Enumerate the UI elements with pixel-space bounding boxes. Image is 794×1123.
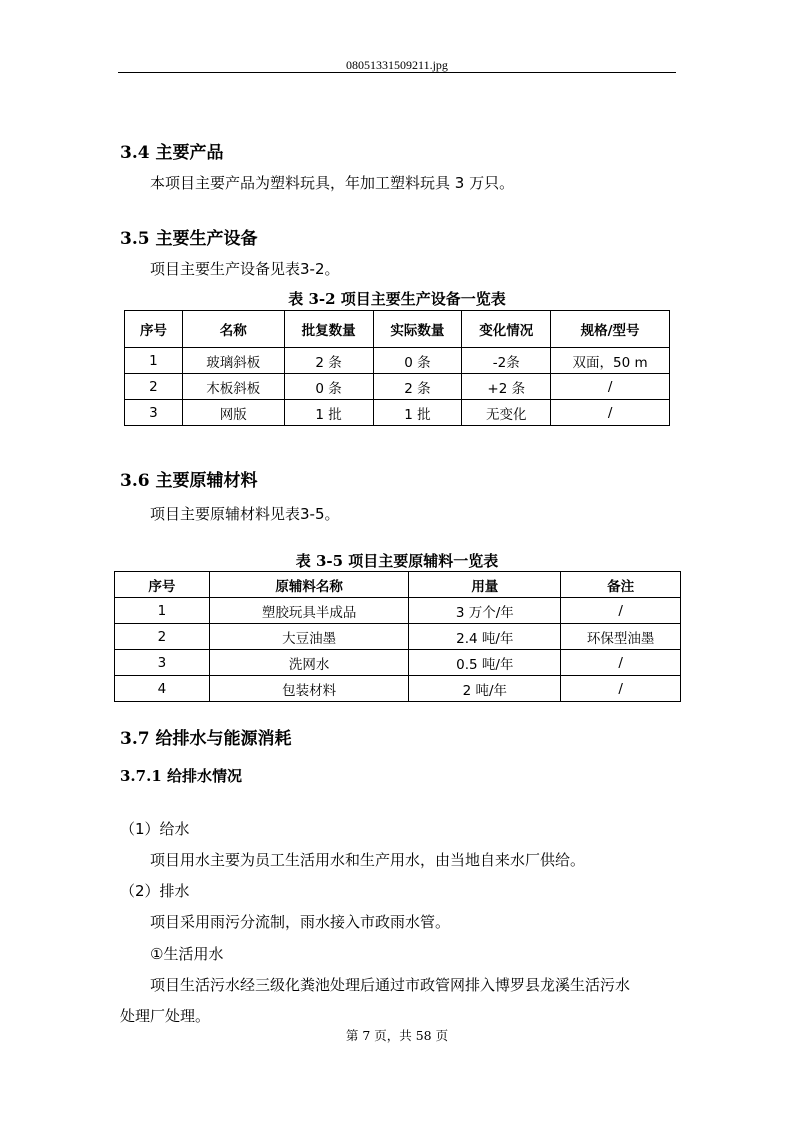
table-cell: 0 条 bbox=[284, 374, 373, 400]
table-cell: 木板斜板 bbox=[182, 374, 284, 400]
table-row bbox=[115, 598, 681, 624]
table-cell: / bbox=[551, 374, 670, 400]
table-row bbox=[115, 676, 681, 702]
table-cell: 1 bbox=[115, 598, 210, 624]
domestic-water-body-line1: 项目生活污水经三级化粪池处理后通过市政管网排入博罗县龙溪生活污水 bbox=[150, 976, 631, 994]
table-cell: +2 条 bbox=[462, 374, 551, 400]
section-3-5-body: 项目主要生产设备见表3-2。 bbox=[150, 260, 340, 278]
table-cell: 大豆油墨 bbox=[209, 624, 409, 650]
section-3-6-title: 3.6 主要原辅材料 bbox=[120, 471, 258, 491]
table-cell: 4 bbox=[115, 676, 210, 702]
table-row bbox=[115, 650, 681, 676]
table-cell: / bbox=[561, 598, 681, 624]
table-cell: 3 万个/年 bbox=[409, 598, 561, 624]
table-header-cell: 名称 bbox=[182, 311, 284, 348]
table-cell: 2 bbox=[125, 374, 183, 400]
table-cell: 网版 bbox=[182, 400, 284, 426]
table-header-cell: 规格/型号 bbox=[551, 311, 670, 348]
table-cell: 0 条 bbox=[373, 348, 462, 374]
table-cell: 2 吨/年 bbox=[409, 676, 561, 702]
section-3-6-body: 项目主要原辅材料见表3-5。 bbox=[150, 505, 340, 523]
table-header-row bbox=[125, 311, 670, 348]
table-header-cell: 原辅料名称 bbox=[209, 572, 409, 598]
table-header-cell: 用量 bbox=[409, 572, 561, 598]
table-cell: 1 批 bbox=[284, 400, 373, 426]
section-3-7-1-title: 3.7.1 给排水情况 bbox=[120, 767, 242, 785]
table-3-5-caption: 表 3-5 项目主要原辅料一览表 bbox=[295, 552, 499, 570]
table-cell: 3 bbox=[115, 650, 210, 676]
table-cell: 塑胶玩具半成品 bbox=[209, 598, 409, 624]
table-cell: -2条 bbox=[462, 348, 551, 374]
table-header-row bbox=[115, 572, 681, 598]
table-3-5 bbox=[114, 571, 681, 702]
domestic-water-body-line2: 处理厂处理。 bbox=[120, 1007, 211, 1025]
section-3-5-title: 3.5 主要生产设备 bbox=[120, 229, 258, 249]
table-cell: 玻璃斜板 bbox=[182, 348, 284, 374]
table-cell: 1 bbox=[125, 348, 183, 374]
table-cell: / bbox=[561, 650, 681, 676]
table-cell: 1 批 bbox=[373, 400, 462, 426]
table-header-cell: 变化情况 bbox=[462, 311, 551, 348]
table-header-cell: 序号 bbox=[115, 572, 210, 598]
section-3-4-body: 本项目主要产品为塑料玩具，年加工塑料玩具 3 万只。 bbox=[150, 174, 515, 192]
table-cell: 0.5 吨/年 bbox=[409, 650, 561, 676]
table-cell: 2.4 吨/年 bbox=[409, 624, 561, 650]
table-cell: 洗网水 bbox=[209, 650, 409, 676]
domestic-water-heading: ①生活用水 bbox=[150, 945, 224, 963]
water-supply-body: 项目用水主要为员工生活用水和生产用水，由当地自来水厂供给。 bbox=[150, 851, 586, 869]
table-header-cell: 批复数量 bbox=[284, 311, 373, 348]
table-cell: 2 条 bbox=[373, 374, 462, 400]
table-header-cell: 实际数量 bbox=[373, 311, 462, 348]
table-cell: 2 bbox=[115, 624, 210, 650]
page-header-filename: 08051331509211.jpg bbox=[346, 58, 448, 72]
table-row bbox=[125, 348, 670, 374]
table-row bbox=[125, 374, 670, 400]
page-footer: 第 7 页，共 58 页 bbox=[345, 1028, 449, 1043]
table-header-cell: 序号 bbox=[125, 311, 183, 348]
table-3-2 bbox=[124, 310, 670, 426]
table-cell: 环保型油墨 bbox=[561, 624, 681, 650]
table-row bbox=[125, 400, 670, 426]
drainage-heading: （2）排水 bbox=[120, 882, 190, 900]
header-rule bbox=[118, 72, 676, 73]
table-cell: 3 bbox=[125, 400, 183, 426]
table-cell: 无变化 bbox=[462, 400, 551, 426]
table-cell: 2 条 bbox=[284, 348, 373, 374]
table-cell: 双面，50 m bbox=[551, 348, 670, 374]
drainage-body: 项目采用雨污分流制，雨水接入市政雨水管。 bbox=[150, 913, 451, 931]
section-3-4-title: 3.4 主要产品 bbox=[120, 143, 224, 163]
section-3-7-title: 3.7 给排水与能源消耗 bbox=[120, 729, 292, 749]
water-supply-heading: （1）给水 bbox=[120, 820, 190, 838]
table-cell: 包装材料 bbox=[209, 676, 409, 702]
table-header-cell: 备注 bbox=[561, 572, 681, 598]
table-cell: / bbox=[551, 400, 670, 426]
table-cell: / bbox=[561, 676, 681, 702]
table-3-2-caption: 表 3-2 项目主要生产设备一览表 bbox=[288, 290, 506, 308]
table-row bbox=[115, 624, 681, 650]
